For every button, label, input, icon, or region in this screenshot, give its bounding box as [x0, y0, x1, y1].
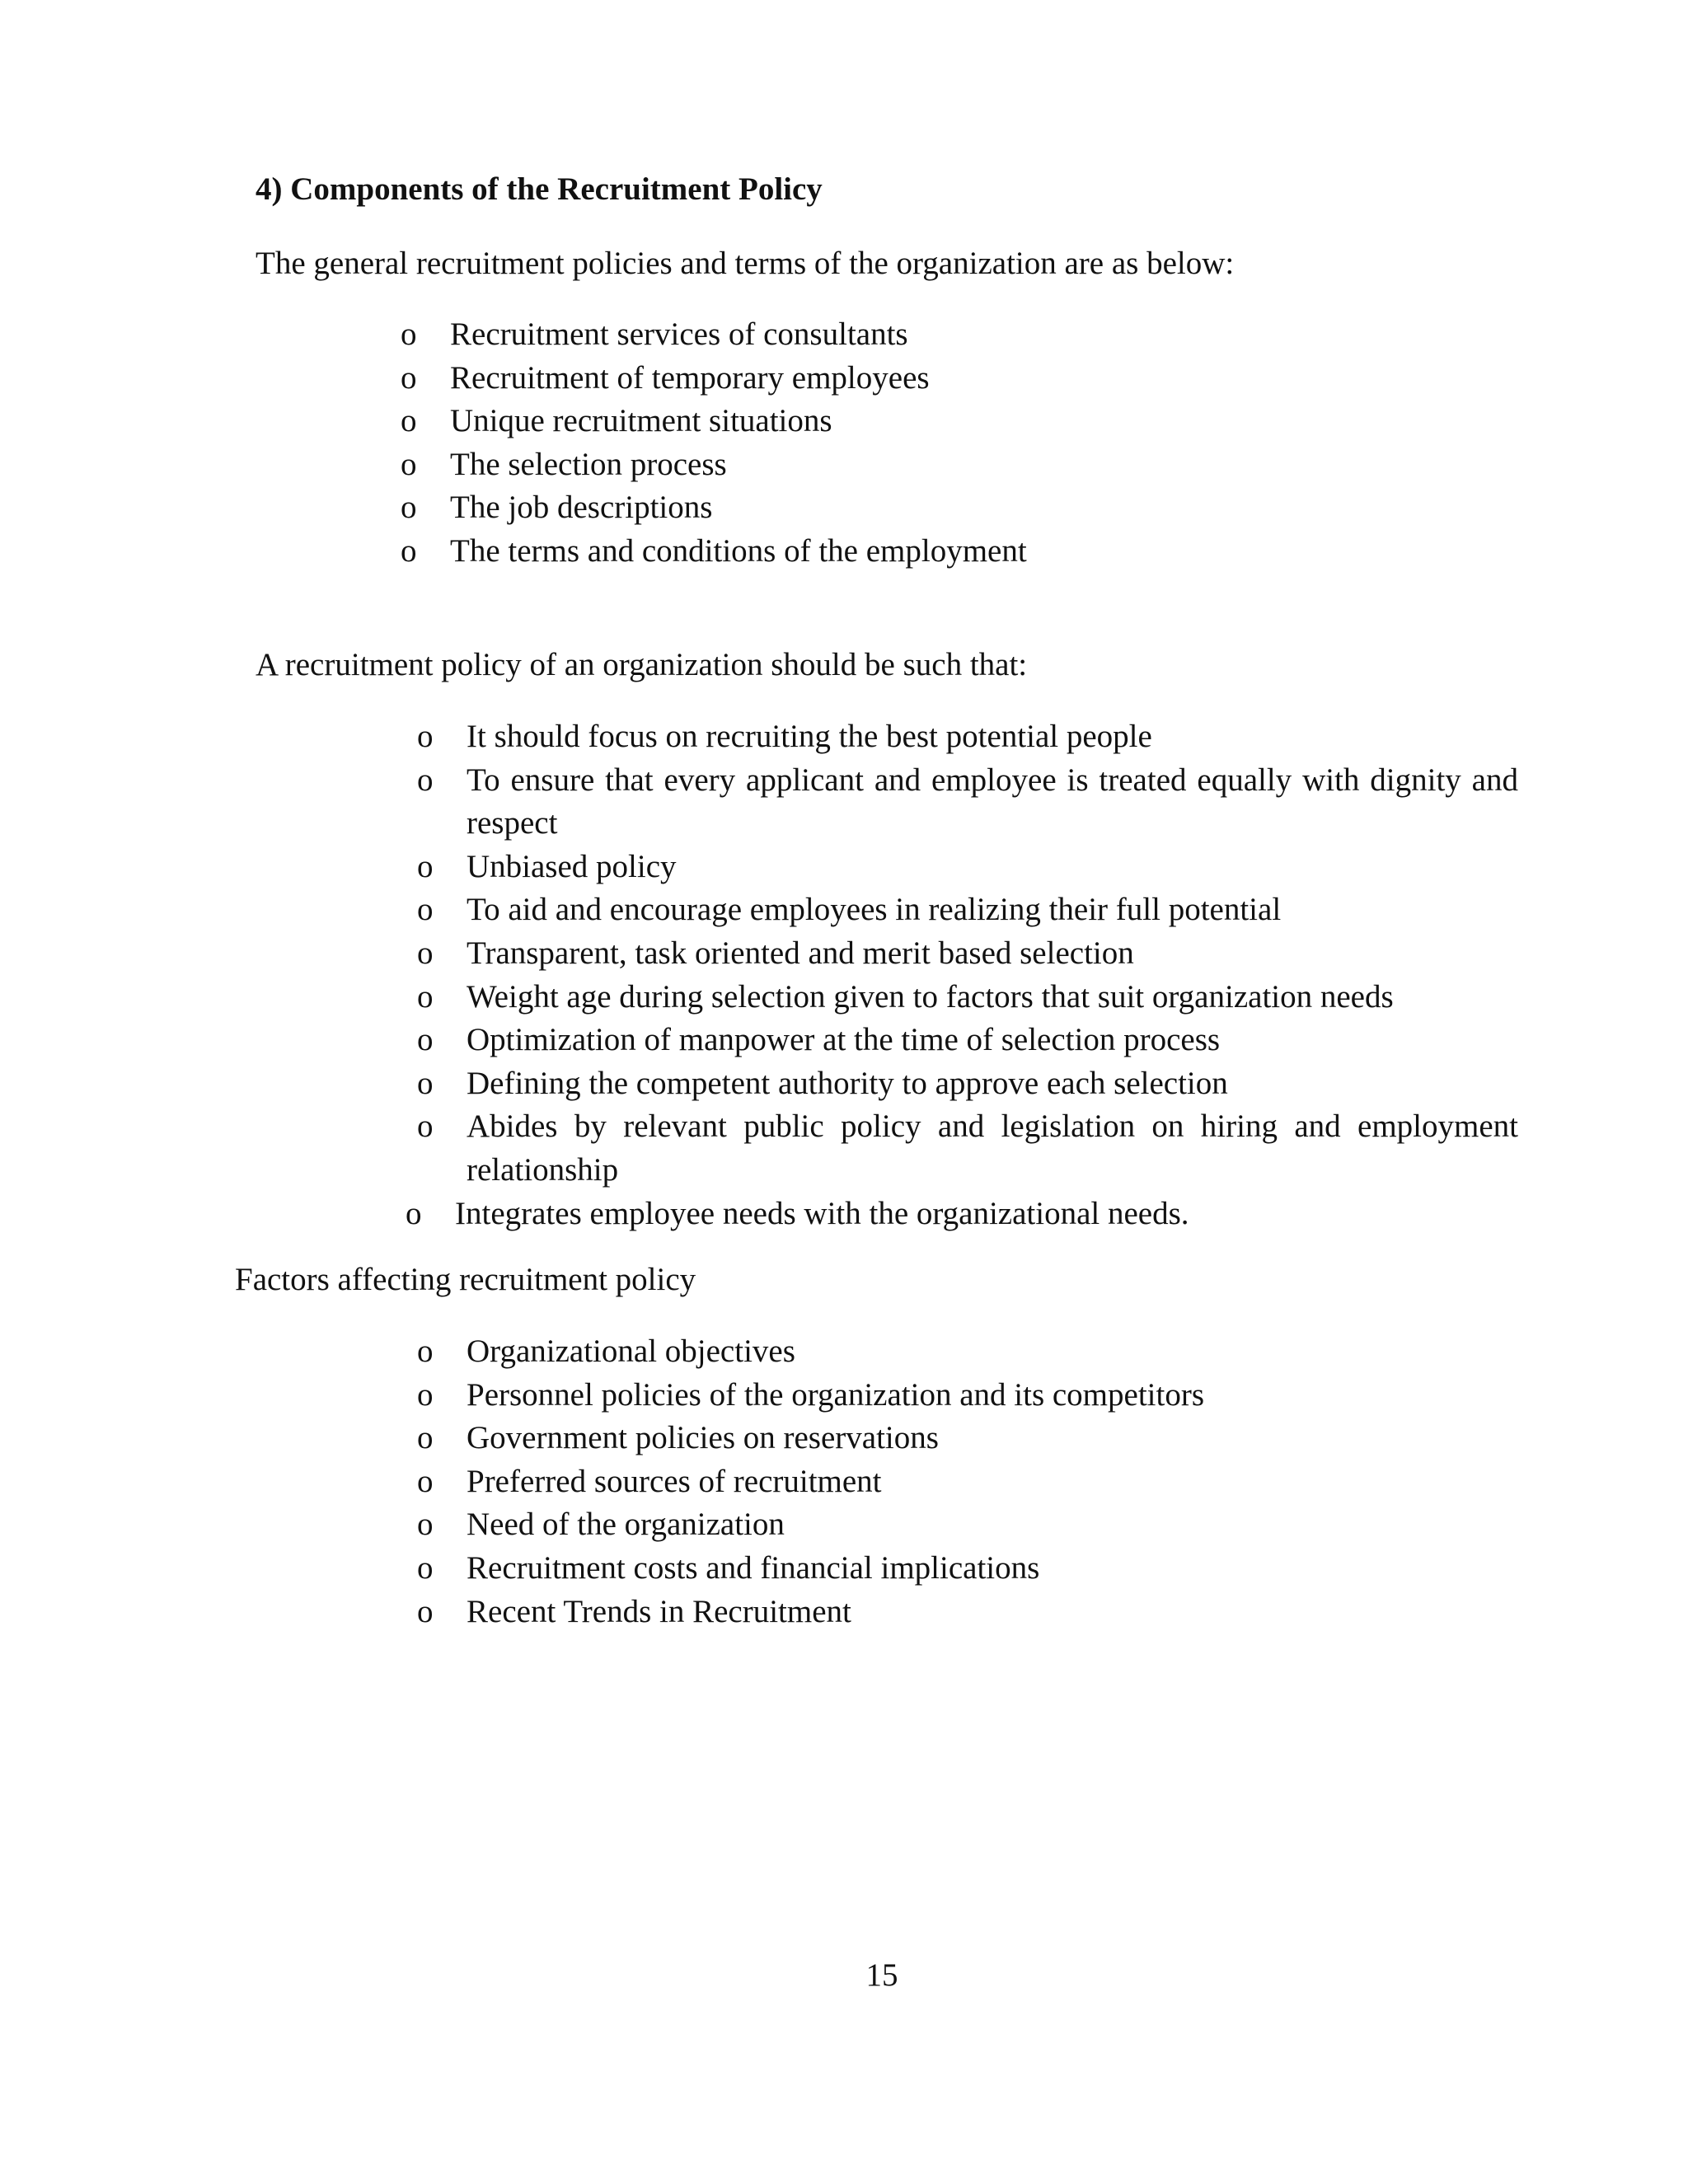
list-item-text: Transparent, task oriented and merit based selection — [467, 935, 1134, 971]
list-item-text: Recruitment of temporary employees — [450, 359, 930, 396]
list-item — [417, 1019, 1518, 1062]
bullet-marker: o — [401, 316, 417, 352]
list-item-text: Defining the competent authority to approve each selection — [467, 1065, 1228, 1101]
bullet-marker: o — [401, 403, 417, 439]
policy-items-list — [406, 715, 1518, 1235]
page-number: 15 — [865, 1957, 898, 1993]
list-item-text: The selection process — [450, 446, 727, 482]
bullet-marker: o — [417, 719, 434, 754]
list-item — [417, 1374, 1518, 1418]
list-item-text: Recruitment costs and financial implications — [467, 1549, 1040, 1586]
list-item-text: Government policies on reservations — [467, 1420, 939, 1456]
list-item-text: Preferred sources of recruitment — [467, 1463, 882, 1499]
factors-list — [417, 1330, 1518, 1633]
general-terms-intro: The general recruitment policies and terms of the organization are as below: — [256, 246, 1235, 281]
list-item — [417, 1503, 1518, 1547]
list-item-text: To aid and encourage employees in realizing their full potential — [467, 892, 1282, 928]
list-item-text: The job descriptions — [450, 490, 713, 526]
list-item — [417, 1591, 1518, 1634]
list-item-text: Organizational objectives — [467, 1333, 795, 1369]
list-item — [417, 846, 1518, 889]
bullet-marker: o — [401, 490, 417, 526]
list-item-text: To ensure that every applicant and employee is treated equally with dignity and respect — [467, 762, 1518, 841]
bullet-marker: o — [417, 1420, 434, 1456]
bullet-marker: o — [417, 892, 434, 928]
policy-intro: A recruitment policy of an organization should be such that: — [256, 647, 1028, 682]
list-item — [406, 1193, 1518, 1236]
list-item-text: Personnel policies of the organization and its competitors — [467, 1376, 1205, 1413]
general-terms-list — [401, 313, 1142, 574]
list-item — [417, 888, 1518, 932]
list-item — [417, 1062, 1518, 1106]
list-item — [401, 486, 1142, 530]
list-item — [417, 1460, 1518, 1504]
list-item — [417, 1547, 1518, 1591]
list-item-text: Weight age during selection given to factors that suit organization needs — [467, 978, 1394, 1015]
bullet-marker: o — [417, 935, 434, 971]
list-item-text: It should focus on recruiting the best potential people — [467, 719, 1152, 754]
bullet-marker: o — [401, 532, 417, 569]
list-item — [401, 530, 1142, 574]
bullet-marker: o — [417, 1463, 434, 1499]
bullet-marker: o — [417, 1022, 434, 1058]
list-item-text: Unbiased policy — [467, 848, 677, 884]
bullet-marker: o — [417, 1108, 434, 1145]
list-item-text: Abides by relevant public policy and legislation on hiring and employment relationship — [467, 1108, 1518, 1188]
bullet-marker: o — [417, 1376, 434, 1413]
bullet-marker: o — [401, 359, 417, 396]
list-item-text: The terms and conditions of the employment — [450, 532, 1027, 569]
bullet-marker: o — [417, 762, 434, 798]
bullet-marker: o — [417, 1065, 434, 1101]
list-item — [401, 357, 1142, 401]
section-heading: 4) Components of the Recruitment Policy — [256, 171, 823, 207]
list-item-text: Unique recruitment situations — [450, 403, 832, 439]
list-item — [417, 715, 1518, 759]
bullet-marker: o — [417, 1549, 434, 1586]
list-item — [417, 976, 1518, 1019]
list-item-text: Recruitment services of consultants — [450, 316, 908, 352]
list-item-text: Recent Trends in Recruitment — [467, 1593, 851, 1629]
bullet-marker: o — [417, 848, 434, 884]
list-item — [401, 443, 1142, 487]
list-item — [417, 1417, 1518, 1460]
list-item — [401, 313, 1142, 357]
list-item-text: Optimization of manpower at the time of selection process — [467, 1022, 1221, 1058]
list-item — [417, 1105, 1518, 1192]
bullet-marker: o — [417, 1507, 434, 1543]
list-item — [417, 1330, 1518, 1374]
factors-heading: Factors affecting recruitment policy — [235, 1262, 696, 1297]
bullet-marker: o — [417, 1333, 434, 1369]
list-item-text: Need of the organization — [467, 1507, 785, 1543]
bullet-marker: o — [417, 978, 434, 1015]
list-item — [417, 759, 1518, 846]
list-item-text: Integrates employee needs with the organizational needs. — [455, 1195, 1189, 1231]
bullet-marker: o — [401, 446, 417, 482]
list-item — [417, 932, 1518, 976]
list-item — [401, 400, 1142, 443]
bullet-marker: o — [417, 1593, 434, 1629]
bullet-marker: o — [406, 1195, 422, 1231]
